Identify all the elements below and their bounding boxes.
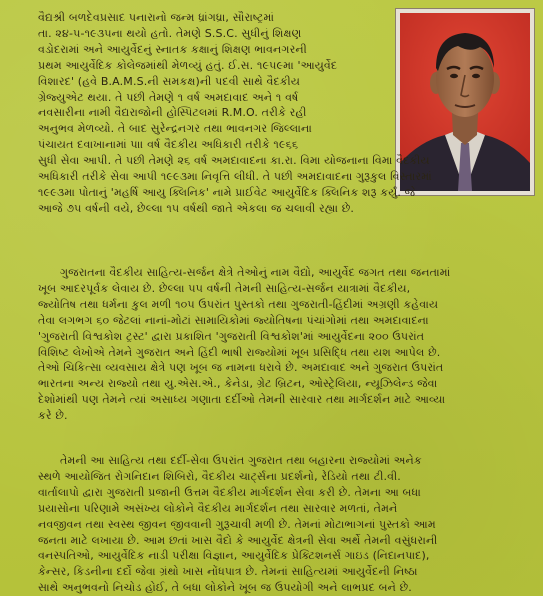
text-line: વૈદ્યશ્રી બળદેવપ્રસાદ પનારાનો જન્મ ધ્રાંગધ્રા, સૌરાષ્ટ્રમાં: [38, 11, 275, 24]
text-line: સાથે અનુભવનો નિચોડ હોઈ, તે બધા લોકોને ખૂબ જ ઉપયોગી અને લાભપ્રદ બને છે.: [38, 581, 412, 595]
text-line: 'ગુજરાતી વિશ્વકોશ ટ્રસ્ટ' દ્વારા પ્રકાશિત 'ગુજરાતી વિશ્વકોશ'માં આયુર્વેદના ૨૦૦ ઉપરાંત: [38, 329, 425, 343]
text-line: વડોદરામાં અને આયુર્વેદનું સ્નાતક કક્ષાનું શિક્ષણ ભાવનગરની: [38, 42, 307, 56]
text-line: ખૂબ આદરપૂર્વક લેવાય છે. છેલ્લા ૫૫ વર્ષની તેમની સાહિત્ય-સર્જન યાત્રામાં વૈદકીય,: [38, 281, 411, 295]
text-line: અધિકારી તરીકે સેવા આપી ૧૯૯૩મા નિવૃત્તિ લીધી. તે પછી અમદાવાદના ગુરૂકુલ વિસ્તારમાં: [38, 170, 432, 184]
text-line: જનતા માટે લખાયા છે. આમ છતાં ખાસ વૈદો કે આયુર્વેદ ક્ષેત્રની સેવા અર્થે તેમની વસુંધરાની: [38, 533, 438, 547]
text-line: તા. ૨૪-૫-૧૯૩૫ના થયો હતો. તેમણે S.S.C. સુધીનું શિક્ષણ: [38, 26, 302, 40]
text-line: કેન્સર, કિડનીના દર્દો જેવા ગ્રંથો ખાસ નોંધપાત્ર છે. તેમનાં સાહિત્યમાં આયુર્વેદની નિષ્ઠા: [38, 565, 418, 579]
text-line: કરે છે.: [38, 409, 68, 423]
text-line: અનુભવ મેળવ્યો. તે બાદ સુરેન્દ્રનગર તથા ભાવનગર જિલ્લાના: [38, 122, 312, 136]
text-line: સુધી સેવા આપી. તે પછી તેમણે ૨૬ વર્ષ અમદાવાદના કા.રા. વિમા યોજનાના વિમા વૈદકીય: [38, 154, 430, 168]
text-line: નવજીવન તથા સ્વસ્થ જીવન જીવવાની ગુરૂચાવી મળી છે. તેમનાં મોટાભાગનાં પુસ્તકો આમ: [38, 517, 436, 531]
biography-paragraph-3: [38, 453, 533, 596]
text-line: વનસ્પતિઓ, આયુર્વેદિક નાડી પરીક્ષા વિજ્ઞાન, આયુર્વેદિક પ્રેક્ટિશનર્સ ગાઇડ (નિદાનપાદ),: [38, 549, 430, 563]
text-line: પ્રયાસોના પરિણામે અસંખ્ય લોકોને વૈદકીય માર્ગદર્શન તથા સારવાર મળતાં, તેમને: [38, 501, 398, 515]
text-line: વિશારદ' (હવે B.A.M.S.ની સમકક્ષ)ની પદવી સાથે વૈદકીય: [38, 74, 301, 88]
text-line: તેમની આ સાહિત્ય તથા દર્દી-સેવા ઉપરાંત ગુજરાત તથા બહારના રાજ્યોમાં અનેક: [60, 454, 422, 467]
text-line: દેશોમાંથી પણ તેમને ત્યાં અસાધ્ય ગણાતા દર્દીઓ તેમની સારવાર તથા માર્ગદર્શન માટે આવ્યા: [38, 393, 446, 407]
text-line: આજે ૭૫ વર્ષની વયે, છેલ્લા ૧૫ વર્ષથી જાતે એકલા જ ચલાવી રહ્યા છે.: [38, 201, 355, 215]
biography-paragraph-1: [38, 10, 432, 217]
biography-paragraph-2: [38, 265, 533, 424]
text-line: પંચાયત દવાખાનામાં પા। વર્ષ વૈદકીય અધિકારી તરીકે ૧૯૬૬: [38, 138, 299, 152]
text-line: વિશિષ્ટ લેખોએ તેમને ગુજરાત અને હિંદી ભાષી રાજ્યોમાં ખૂબ પ્રસિદ્ધિ તથા યશ આપેલ છે.: [38, 345, 441, 359]
text-line: જ્યોતિષ તથા ધર્મના કુલ મળી ૧૦૫ ઉપરાંત પુસ્તકો તથા ગુજરાતી-હિંદીમાં અગ્રણી કહેવાય: [38, 297, 439, 311]
text-line: તેવા લગભગ ૬૦ જેટલાં નાનાં-મોટાં સામાયિકોમાં જ્યોતિષના પંચાંગોમાં તથા અમદાવાદના: [38, 313, 429, 327]
text-line: ૧૯૯૩મા પોતાનું 'મહર્ષિ આયુ ક્લિનિક' નામે પ્રાઈવેટ આયુર્વેદિક ક્લિનિક શરૂ કર્યું. જે: [38, 185, 416, 199]
text-line: તેઓ ચિકિત્સા વ્યવસાય ક્ષેત્રે પણ ખૂબ જ નામના ધરાવે છે. અમદાવાદ અને ગુજરાત ઉપરાંત: [38, 361, 444, 375]
text-line: નવસારીના નામી વૈદ્યરાજોની હોસ્પિટલમાં R.M.O. તરીકે રહી: [38, 106, 307, 120]
text-line: ભારતના અન્ય રાજ્યો તથા યુ.એસ.એ., કેનેડા, ગ્રેટ બ્રિટન, ઓસ્ટ્રેલિયા, ન્યૂઝિલેન્ડ જેવા: [38, 377, 438, 391]
text-line: ગ્રેજ્યુએટ થયા. તે પછી તેમણે ૧ વર્ષ અમદાવાદ અને ૧ વર્ષ: [38, 90, 299, 104]
text-line: ગુજરાતના વૈદકીય સાહિત્ય-સર્જન ક્ષેત્રે તેઓનું નામ વૈદ્યો, આયુર્વેદ જગત તથા જનતામાં: [60, 266, 451, 279]
text-line: વાર્તાલાપો દ્વારા ગુજરાતી પ્રજાની ઉત્તમ વૈદકીય માર્ગદર્શન સેવા કરી છે. તેમના આ બધા: [38, 485, 421, 499]
text-line: સ્થળે આયોજિત રોગનિદાન શિબિરો, વૈદકીય ચાર્ટ્સના પ્રદર્શનો, રેડિયો તથા ટી.વી.: [38, 469, 401, 483]
text-line: પ્રથમ આયુર્વેદિક કોલેજમાંથી મેળવ્યું હતું. ઈ.સ. ૧૯૫૯મા 'આયુર્વેદ: [38, 58, 338, 72]
